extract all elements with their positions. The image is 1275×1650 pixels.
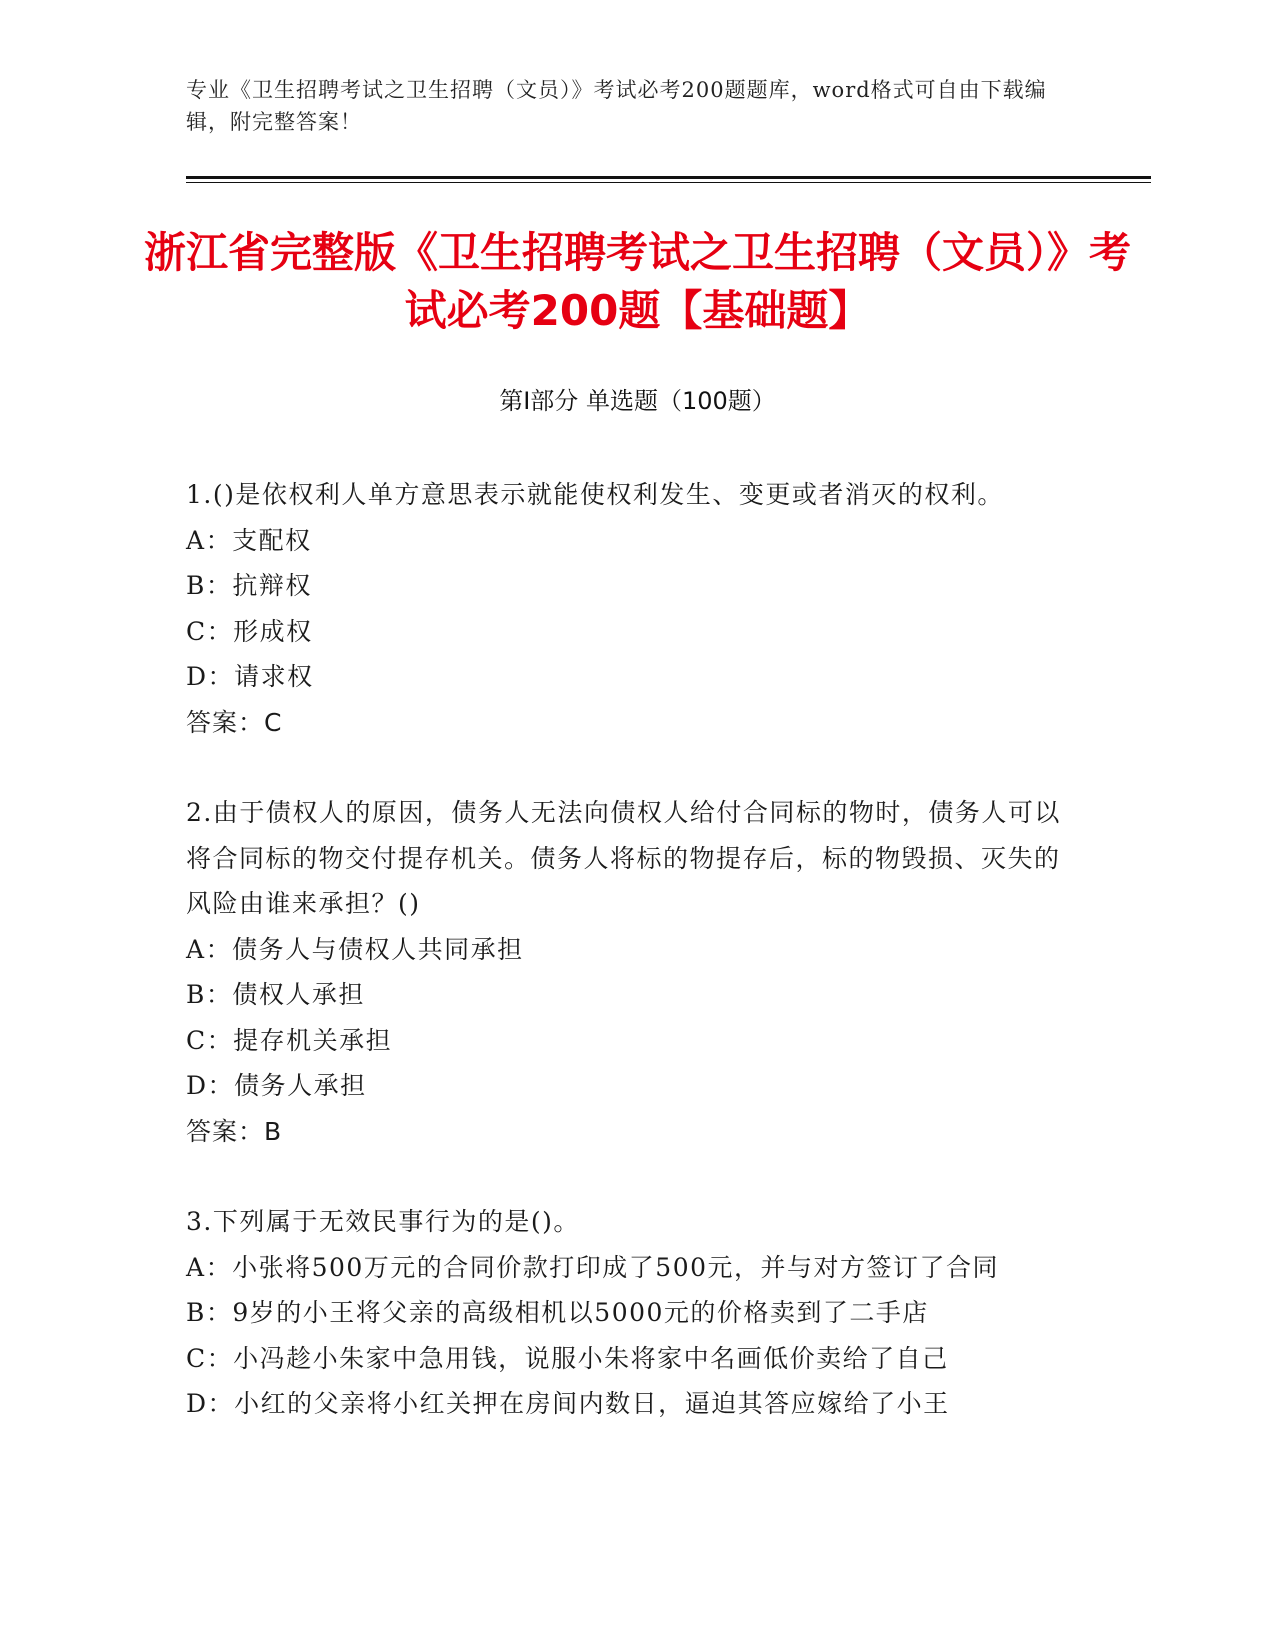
option-text: 债务人承担 — [234, 1071, 367, 1100]
option-text: 债务人与债权人共同承担 — [232, 934, 524, 964]
header-note: 专业《卫生招聘考试之卫生招聘（文员）》考试必考200题题库，word格式可自由下载编辑，附完整答案！ — [186, 78, 1047, 134]
question-text: 2.由于债权人的原因，债务人无法向债权人给付合同标的物时，债务人可以将合同标的物交付提存机关。债务人将标的物提存后，标的物毁损、灭失的风险由谁来承担？() — [186, 798, 1061, 918]
option-letter: A — [186, 525, 206, 555]
option-separator: ： — [206, 1025, 234, 1055]
option-d — [186, 1381, 1066, 1427]
option-letter: D — [186, 1389, 208, 1418]
option-separator: ： — [207, 662, 235, 691]
option-text: 债权人承担 — [232, 980, 365, 1009]
option-separator: ： — [207, 1071, 235, 1100]
option-b — [186, 1290, 1066, 1336]
option-text: 请求权 — [234, 662, 314, 691]
option-a — [186, 1245, 1066, 1291]
option-d — [186, 1063, 1066, 1109]
option-letter: A — [186, 1252, 206, 1282]
option-text: 小冯趁小朱家中急用钱，说服小朱将家中名画低价卖给了自己 — [233, 1343, 949, 1373]
option-text: 形成权 — [233, 616, 313, 646]
option-separator: ： — [205, 1252, 233, 1282]
option-c — [186, 1336, 1066, 1382]
option-separator: ： — [205, 934, 233, 964]
question-3 — [186, 1199, 1066, 1427]
option-text: 小红的父亲将小红关押在房间内数日，逼迫其答应嫁给了小王 — [234, 1389, 950, 1418]
option-separator: ： — [206, 616, 234, 646]
option-letter: B — [186, 571, 206, 600]
header-divider-thick — [186, 176, 1151, 179]
document-title: 浙江省完整版《卫生招聘考试之卫生招聘（文员）》考试必考200题【基础题】 — [143, 228, 1131, 335]
option-text: 9岁的小王将父亲的高级相机以5000元的价格卖到了二手店 — [232, 1298, 929, 1327]
answer-line: 答案：B — [186, 1116, 283, 1146]
option-letter: B — [186, 1298, 206, 1327]
option-separator: ： — [206, 1343, 234, 1373]
header-divider-thin — [186, 182, 1151, 183]
option-letter: A — [186, 934, 206, 964]
option-text: 抗辩权 — [232, 571, 312, 600]
option-a — [186, 927, 1066, 973]
option-letter: D — [186, 662, 208, 691]
question-text: 3.下列属于无效民事行为的是()。 — [186, 1207, 580, 1236]
question-text: 1.()是依权利人单方意思表示就能使权利发生、变更或者消灭的权利。 — [186, 480, 1004, 509]
option-d — [186, 654, 1066, 700]
option-letter: B — [186, 980, 206, 1009]
option-text: 提存机关承担 — [233, 1025, 393, 1055]
question-2 — [186, 790, 1066, 1154]
option-b — [186, 563, 1066, 609]
question-1 — [186, 472, 1066, 745]
option-a — [186, 518, 1066, 564]
option-separator: ： — [205, 980, 233, 1009]
option-text: 小张将500万元的合同价款打印成了500元，并与对方签订了合同 — [232, 1252, 1000, 1282]
option-b — [186, 972, 1066, 1018]
option-separator: ： — [205, 571, 233, 600]
option-text: 支配权 — [232, 525, 312, 555]
option-separator: ： — [205, 525, 233, 555]
section-heading: 第I部分 单选题（100题） — [499, 387, 776, 415]
option-c — [186, 1018, 1066, 1064]
option-letter: C — [186, 616, 207, 646]
option-separator: ： — [205, 1298, 233, 1327]
option-letter: C — [186, 1343, 207, 1373]
answer-line: 答案：C — [186, 707, 283, 737]
option-letter: C — [186, 1025, 207, 1055]
option-c — [186, 609, 1066, 655]
option-letter: D — [186, 1071, 208, 1100]
option-separator: ： — [207, 1389, 235, 1418]
question-list — [186, 472, 1066, 1427]
